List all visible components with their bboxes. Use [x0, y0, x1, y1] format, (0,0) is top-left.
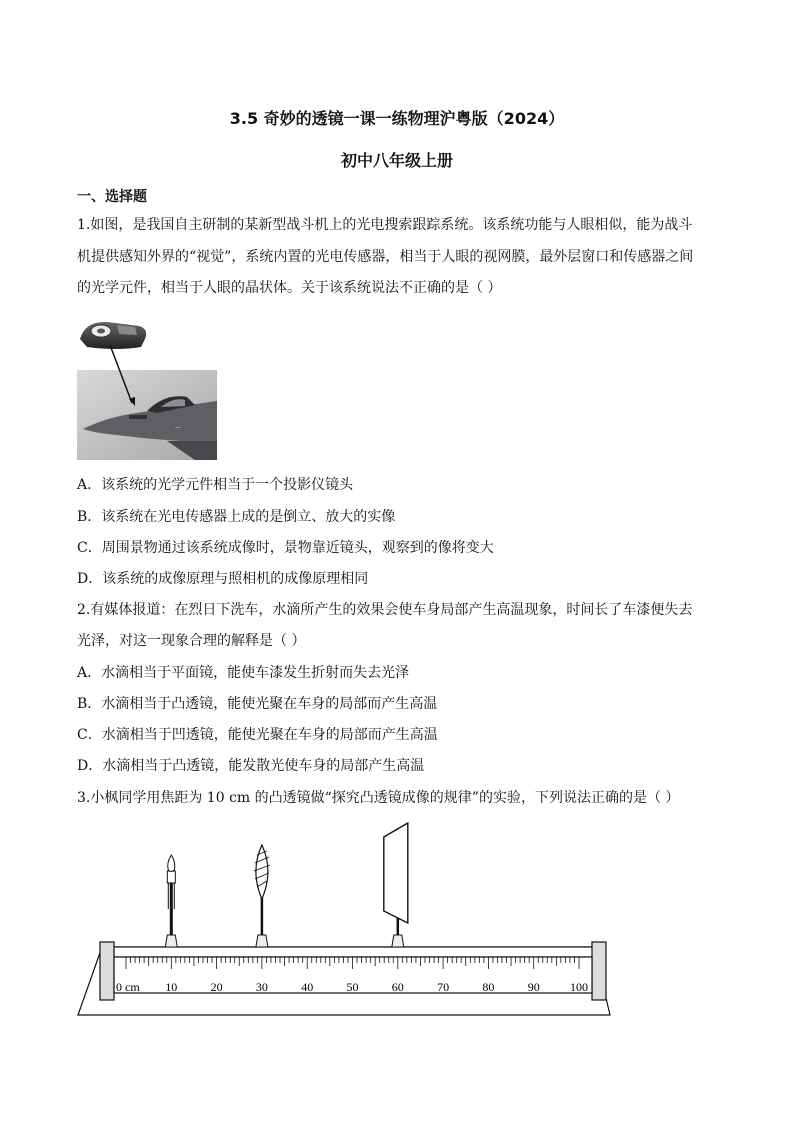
- q1-option-a: A．该系统的光学元件相当于一个投影仪镜头: [77, 477, 354, 493]
- scale-tick-label: 100: [570, 980, 588, 994]
- q2-option-a: A．水滴相当于平面镜，能使车漆发生折射而失去光泽: [77, 665, 410, 681]
- candle: [165, 855, 177, 947]
- scale-tick-label: 70: [437, 980, 450, 994]
- scale-tick-label: 40: [301, 980, 314, 994]
- q1-option-b: B．该系统在光电传感器上成的是倒立、放大的实像: [77, 509, 396, 525]
- scale-tick-label: 50: [346, 980, 359, 994]
- q3-stem-line: 3.小枫同学用焦距为 10 cm 的凸透镜做“探究凸透镜成像的规律”的实验，下列说法正确的是（ ）: [77, 790, 680, 806]
- document-subtitle: 初中八年级上册: [340, 151, 453, 170]
- q1-stem-line: 的光学元件，相当于人眼的晶状体。关于该系统说法不正确的是（ ）: [77, 280, 502, 296]
- q2-option-c: C．水滴相当于凹透镜，能使光聚在车身的局部而产生高温: [77, 727, 438, 743]
- light-screen: [384, 823, 408, 947]
- svg-text:—: —: [175, 424, 181, 431]
- q1-option-c: C．周围景物通过该系统成像时，景物靠近镜头，观察到的像将变大: [77, 540, 494, 556]
- scale-unit-label: 0 cm: [116, 980, 140, 994]
- q2-option-d: D．水滴相当于凸透镜，能发散光使车身的局部产生高温: [77, 758, 425, 774]
- flame-icon: [168, 855, 175, 872]
- q2-stem-line: 2.有媒体报道：在烈日下洗车，水滴所产生的效果会使车身局部产生高温现象，时间长了车漆便失去: [77, 602, 693, 618]
- scale-tick-label: 60: [391, 980, 404, 994]
- fighter-jet-figure: [77, 317, 217, 460]
- bench-rail: [114, 947, 594, 957]
- scale-tick-label: 80: [482, 980, 495, 994]
- convex-lens: [254, 845, 270, 947]
- q1-stem-line: 1.如图，是我国自主研制的某新型战斗机上的光电搜索跟踪系统。该系统功能与人眼相似，能为战斗: [77, 217, 693, 233]
- scale-tick-label: 20: [210, 980, 223, 994]
- bench-end-post-left: [100, 942, 114, 1000]
- fighter-jet-illustration: [77, 317, 217, 460]
- document-title: 3.5 奇妙的透镜一课一练物理沪粤版（2024）: [229, 109, 565, 128]
- optical-bench-figure: [74, 815, 614, 1020]
- sensor-pod-icon: [80, 322, 146, 349]
- section-heading: 一、选择题: [77, 189, 147, 205]
- q1-stem-line: 机提供感知外界的“视觉”，系统内置的光电传感器，相当于人眼的视网膜，最外层窗口和传感器之间: [77, 249, 694, 265]
- scale-tick-label: 10: [165, 980, 178, 994]
- scale-tick-label: 30: [255, 980, 268, 994]
- q2-option-b: B．水滴相当于凸透镜，能使光聚在车身的局部而产生高温: [77, 696, 438, 712]
- q1-option-d: D．该系统的成像原理与照相机的成像原理相同: [77, 571, 369, 587]
- scale-tick-label: 90: [527, 980, 540, 994]
- q2-stem-line: 光泽，对这一现象合理的解释是（ ）: [77, 633, 306, 649]
- bench-end-post-right: [592, 942, 606, 1000]
- optical-bench-diagram: [74, 815, 614, 1020]
